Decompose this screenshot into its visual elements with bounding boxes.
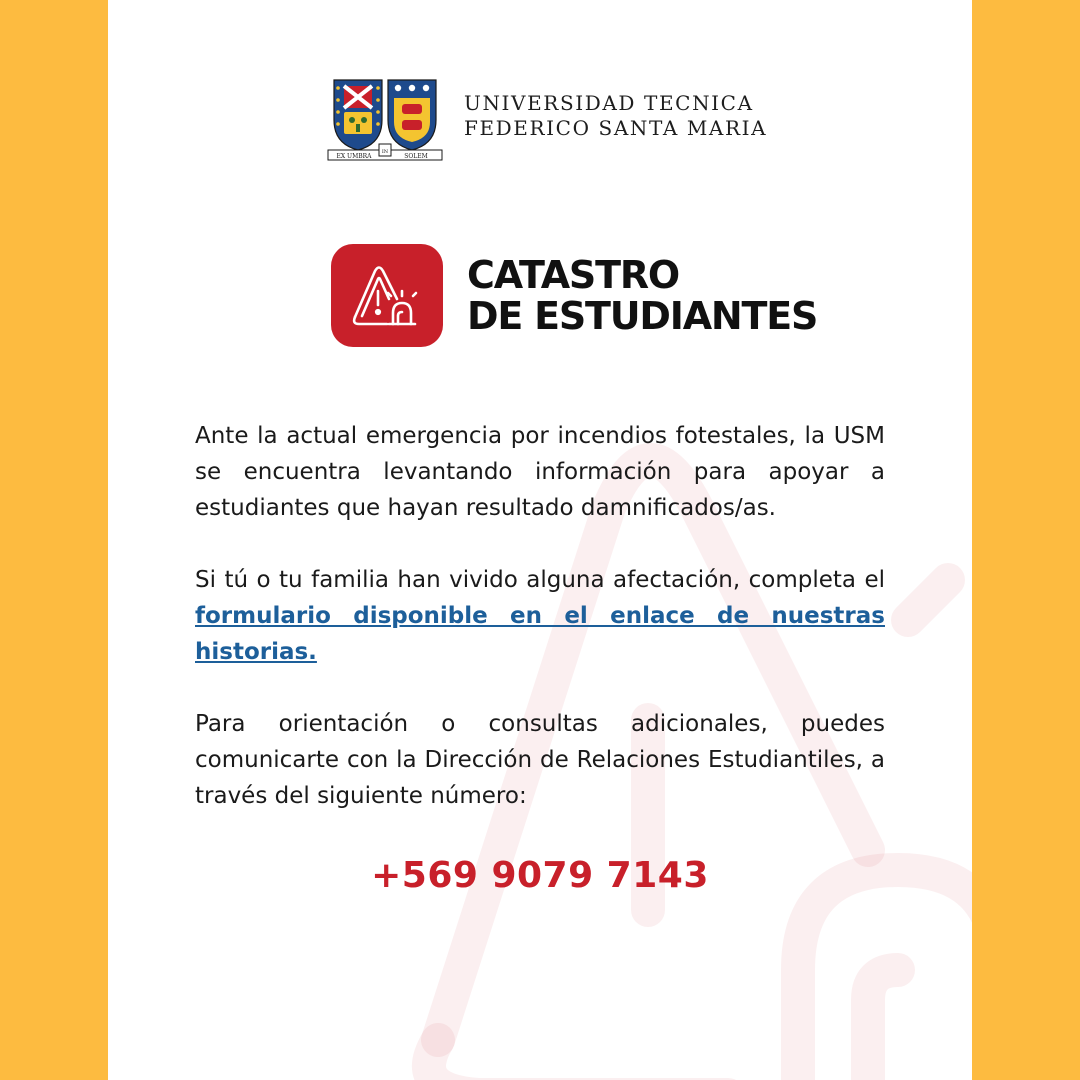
crest-motto-left: EX UMBRA [336,153,372,160]
university-header [326,78,767,168]
paragraph-emergency: Ante la actual emergencia por incendios fotestales, la USM se encuentra levantando información para apoyar a estudiantes que hayan resultado damnificados/as. [195,423,885,521]
university-crest-icon [326,78,444,168]
paragraph-form [195,562,885,670]
alert-siren-glyph-icon [347,261,427,331]
crest-motto-right: SOLEM [404,153,428,160]
university-name-line2: FEDERICO SANTA MARIA [464,116,768,140]
title-line2: DE ESTUDIANTES [467,293,818,338]
paragraph-form-text: Si tú o tu familia han vivido alguna afectación, completa el [195,567,885,593]
university-name [464,91,767,141]
paragraph-contact: Para orientación o consultas adicionales, puedes comunicarte con la Dirección de Relaciones Estudiantiles, a través del siguiente número: [195,711,885,809]
title-block [331,244,817,347]
university-name-line1: UNIVERSIDAD TECNICA [464,91,754,115]
form-link[interactable]: formulario disponible en el enlace de nuestras historias. [195,603,885,665]
alert-siren-icon [331,244,443,347]
page-title [467,252,818,338]
crest-motto-center: IN [381,149,389,155]
phone-number[interactable]: +569 9079 7143 [371,855,709,896]
title-line1: CATASTRO [467,252,679,297]
body-text [195,418,885,850]
poster-card [108,0,972,1080]
